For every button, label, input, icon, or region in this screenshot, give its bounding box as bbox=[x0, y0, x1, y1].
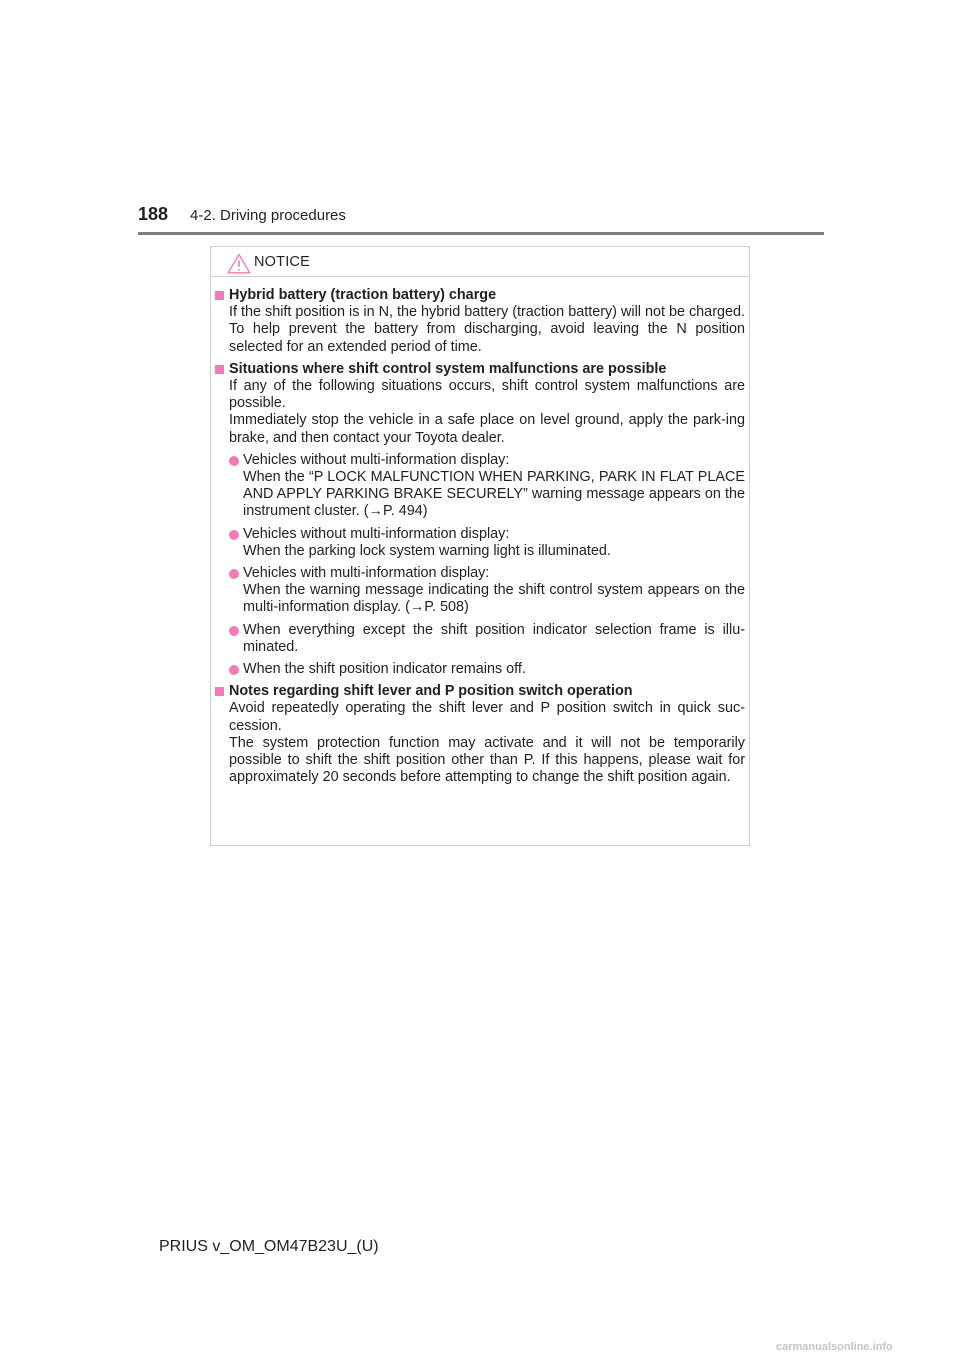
square-bullet-icon bbox=[215, 687, 224, 696]
list-item-line2: When the “P LOCK MALFUNCTION WHEN PARKING, PARK IN FLAT PLACE AND APPLY PARKING BRAKE SECURELY” warning message appears on the instrument cluster. (→P. 494) bbox=[243, 469, 745, 520]
section-heading-text: Situations where shift control system malfunctions are possible bbox=[229, 360, 667, 377]
warning-triangle-icon bbox=[227, 253, 251, 274]
list-item-line1: When everything except the shift position indicator selection frame is illu-minated. bbox=[243, 621, 745, 655]
list-item-line1: When the shift position indicator remains off. bbox=[243, 661, 526, 678]
page-header bbox=[138, 203, 824, 237]
list-item-line1: Vehicles without multi-information display: bbox=[243, 525, 510, 542]
circle-bullet-icon bbox=[229, 569, 239, 579]
circle-bullet-icon bbox=[229, 456, 239, 466]
notice-section-hybrid-battery bbox=[215, 287, 745, 356]
square-bullet-icon bbox=[215, 365, 224, 374]
list-item bbox=[215, 452, 745, 521]
notice-box bbox=[210, 246, 750, 846]
list-item bbox=[215, 526, 745, 560]
notice-section-shift-malfunctions bbox=[215, 361, 745, 678]
notice-body bbox=[215, 287, 745, 791]
notice-label: NOTICE bbox=[254, 254, 310, 270]
circle-bullet-icon bbox=[229, 530, 239, 540]
paragraph: Avoid repeatedly operating the shift lever and P position switch in quick suc-cession. bbox=[229, 700, 745, 734]
paragraph: The system protection function may activate and it will not be temporarily possible to shift the shift position other than P. If this happens, please wait for approximately 20 seconds before attempting to change the shift position again. bbox=[229, 734, 745, 786]
header-rule bbox=[138, 232, 824, 235]
list-item bbox=[215, 565, 745, 617]
list-item-line1: Vehicles without multi-information display: bbox=[243, 451, 510, 468]
notice-header bbox=[211, 247, 749, 277]
watermark: carmanualsonline.info bbox=[776, 1341, 893, 1353]
list-item-line2: When the parking lock system warning light is illuminated. bbox=[243, 542, 611, 559]
square-bullet-icon bbox=[215, 291, 224, 300]
footer-code: PRIUS v_OM_OM47B23U_(U) bbox=[159, 1238, 379, 1255]
section-heading bbox=[215, 287, 745, 304]
section-heading bbox=[215, 683, 745, 700]
section-heading-text: Notes regarding shift lever and P position switch operation bbox=[229, 683, 633, 700]
circle-bullet-icon bbox=[229, 665, 239, 675]
notice-section-shift-lever-notes bbox=[215, 683, 745, 786]
list-item bbox=[215, 622, 745, 656]
list-item-line1: Vehicles with multi-information display: bbox=[243, 565, 490, 582]
list-item-line2: When the warning message indicating the shift control system appears on the multi-information display. (→P. 508) bbox=[243, 582, 745, 616]
paragraph: If the shift position is in N, the hybrid battery (traction battery) will not be charged. To help prevent the battery from discharging, avoid leaving the N position selected for an extended period of time. bbox=[229, 304, 745, 355]
circle-bullet-icon bbox=[229, 626, 239, 636]
list-item bbox=[215, 661, 745, 678]
section-title: 4-2. Driving procedures bbox=[190, 207, 346, 224]
section-heading-text: Hybrid battery (traction battery) charge bbox=[229, 287, 497, 303]
paragraph: Immediately stop the vehicle in a safe place on level ground, apply the park-ing brake, and then contact your Toyota dealer. bbox=[229, 412, 745, 446]
paragraph: If any of the following situations occurs, shift control system malfunctions are possible. bbox=[229, 378, 745, 412]
section-heading bbox=[215, 361, 745, 378]
page-number: 188 bbox=[138, 204, 169, 224]
